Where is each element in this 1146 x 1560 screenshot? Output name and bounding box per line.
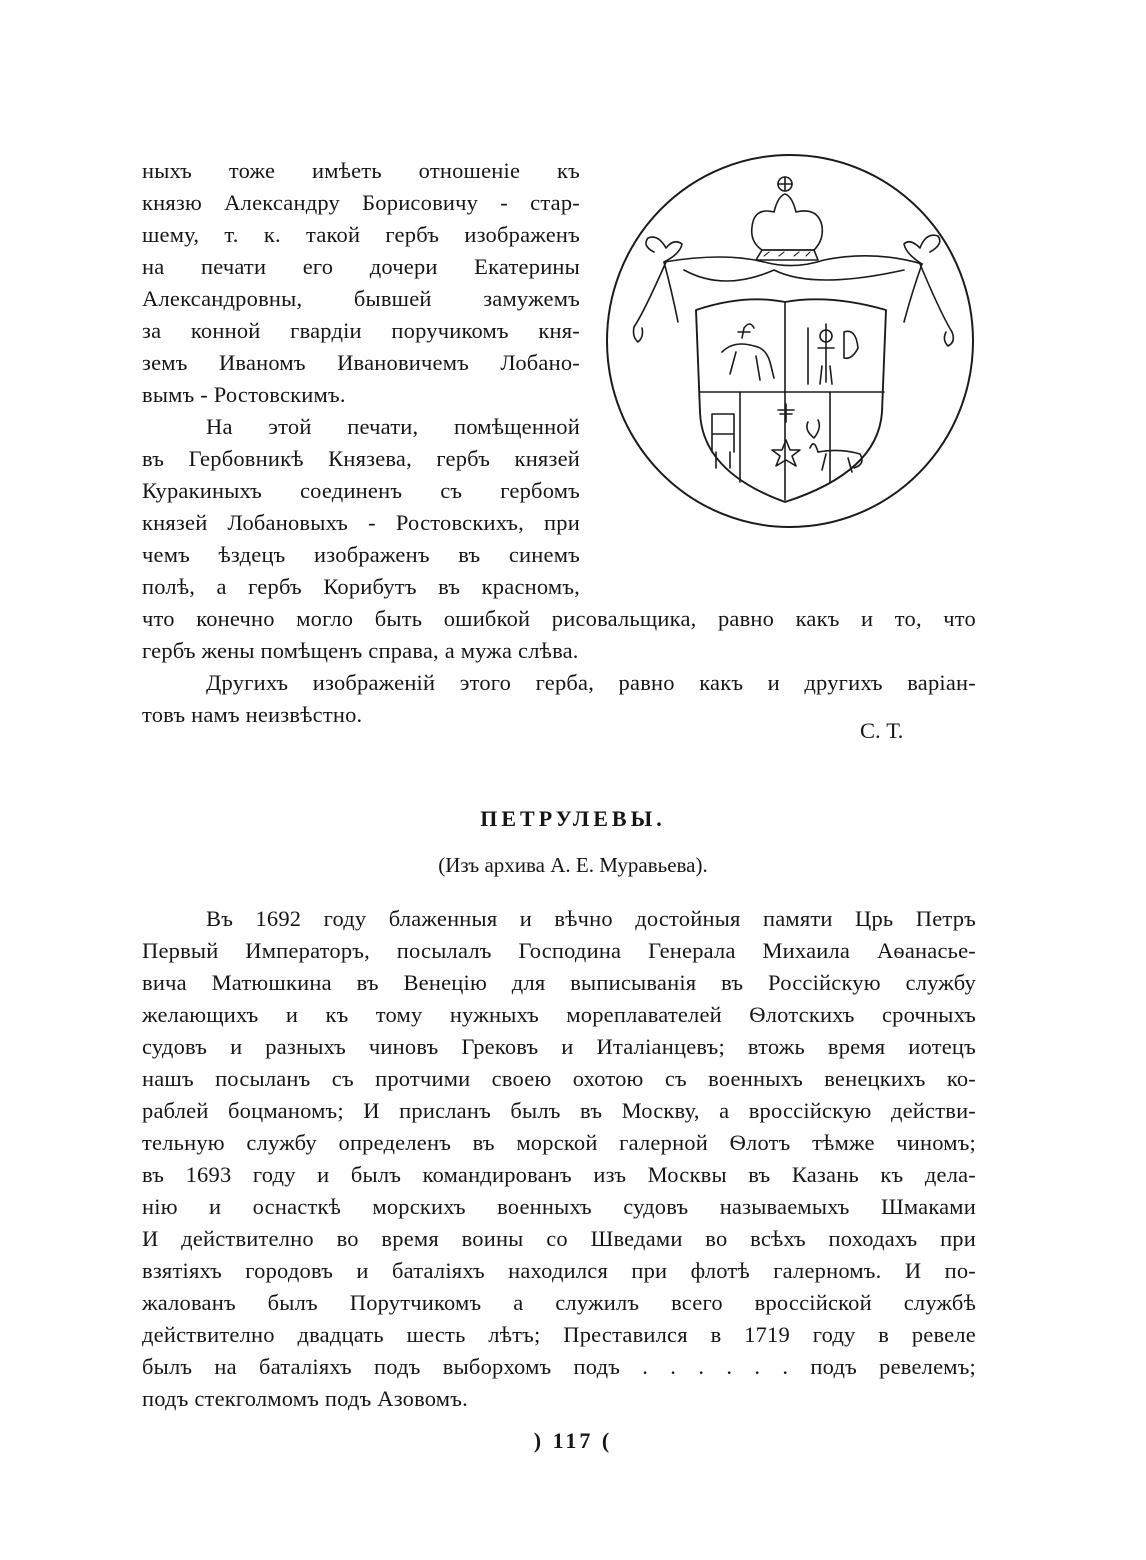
text-line: на печати его дочери Екатерины	[142, 254, 580, 279]
text-line: вича Матюшкина въ Венецію для выписыванія въ Россійскую службу	[142, 970, 976, 995]
text-line: въ 1693 году и былъ командированъ изъ Москвы въ Казань къ дела-	[142, 1162, 976, 1187]
text-line: Другихъ изображеній этого герба, равно какъ и другихъ варіан-	[206, 670, 976, 695]
text-line: Александровны, бывшей замужемъ	[142, 286, 580, 311]
text-line: что конечно могло быть ошибкой рисовальщика, равно какъ и то, что	[142, 606, 976, 631]
text-line: желающихъ и къ тому нужныхъ мореплавателей Ѳлотскихъ срочныхъ	[142, 1002, 976, 1027]
text-line: шему, т. к. такой гербъ изображенъ	[142, 222, 580, 247]
text-line: нашъ посыланъ съ протчими своею охотою съ военныхъ венецкихъ ко-	[142, 1066, 976, 1091]
text-line: тельную службу определенъ въ морской галерной Ѳлотъ тѣмже чиномъ;	[142, 1130, 976, 1155]
text-line: князю Александру Борисовичу - стар-	[142, 190, 580, 215]
coat-of-arms-seal-image	[604, 152, 976, 530]
section-title: ПЕТРУЛЕВЫ.	[480, 806, 666, 831]
page-number: ) 117 (	[533, 1428, 613, 1453]
text-line: И действително во время воины со Шведами во всѣхъ походахъ при	[142, 1226, 976, 1251]
text-line: Куракиныхъ соединенъ съ гербомъ	[142, 478, 580, 503]
text-line: полѣ, а гербъ Корибутъ въ красномъ,	[142, 574, 580, 599]
text-line: взятіяхъ городовъ и баталіяхъ находился при флотѣ галерномъ. И по-	[142, 1258, 976, 1283]
text-line: земъ Иваномъ Ивановичемъ Лобано-	[142, 350, 580, 375]
text-line: нію и оснасткѣ морскихъ военныхъ судовъ называемыхъ Шмаками	[142, 1194, 976, 1219]
text-line: за конной гвардіи поручикомъ кня-	[142, 318, 580, 343]
text-line: Въ 1692 году блаженныя и вѣчно достойныя памяти Црь Петръ	[206, 906, 976, 931]
text-line: въ Гербовникѣ Князева, гербъ князей	[142, 446, 580, 471]
text-line: былъ на баталіяхъ подъ выборхомъ подъ . . . . . . подъ ревелемъ;	[142, 1354, 976, 1379]
text-line: товъ намъ неизвѣстно.	[142, 702, 363, 727]
section-subtitle: (Изъ архива А. Е. Муравьева).	[438, 853, 708, 877]
text-line: ныхъ тоже имѣеть отношеніе къ	[142, 158, 580, 183]
text-line: подъ стекголмомъ подъ Азовомъ.	[142, 1386, 468, 1411]
text-line: князей Лобановыхъ - Ростовскихъ, при	[142, 510, 580, 535]
text-line: чемъ ѣздецъ изображенъ въ синемъ	[142, 542, 580, 567]
text-line: жалованъ былъ Порутчикомъ а служилъ всего вроссійской службѣ	[142, 1290, 976, 1315]
signature: С. Т.	[860, 718, 904, 743]
text-line: раблей боцманомъ; И присланъ былъ въ Москву, а вроссійскую действи-	[142, 1098, 976, 1123]
text-line: гербъ жены помѣщенъ справа, а мужа слѣва.	[142, 638, 579, 663]
text-line: действително двадцать шесть лѣтъ; Преставился в 1719 году в ревеле	[142, 1322, 976, 1347]
text-line: вымъ - Ростовскимъ.	[142, 382, 346, 407]
text-line: судовъ и разныхъ чиновъ Грековъ и Италіанцевъ; втожь время иотецъ	[142, 1034, 976, 1059]
text-line: На этой печати, помѣщенной	[206, 414, 580, 439]
text-line: Первый Императоръ, посылалъ Господина Генерала Михаила Аѳанасье-	[142, 938, 976, 963]
